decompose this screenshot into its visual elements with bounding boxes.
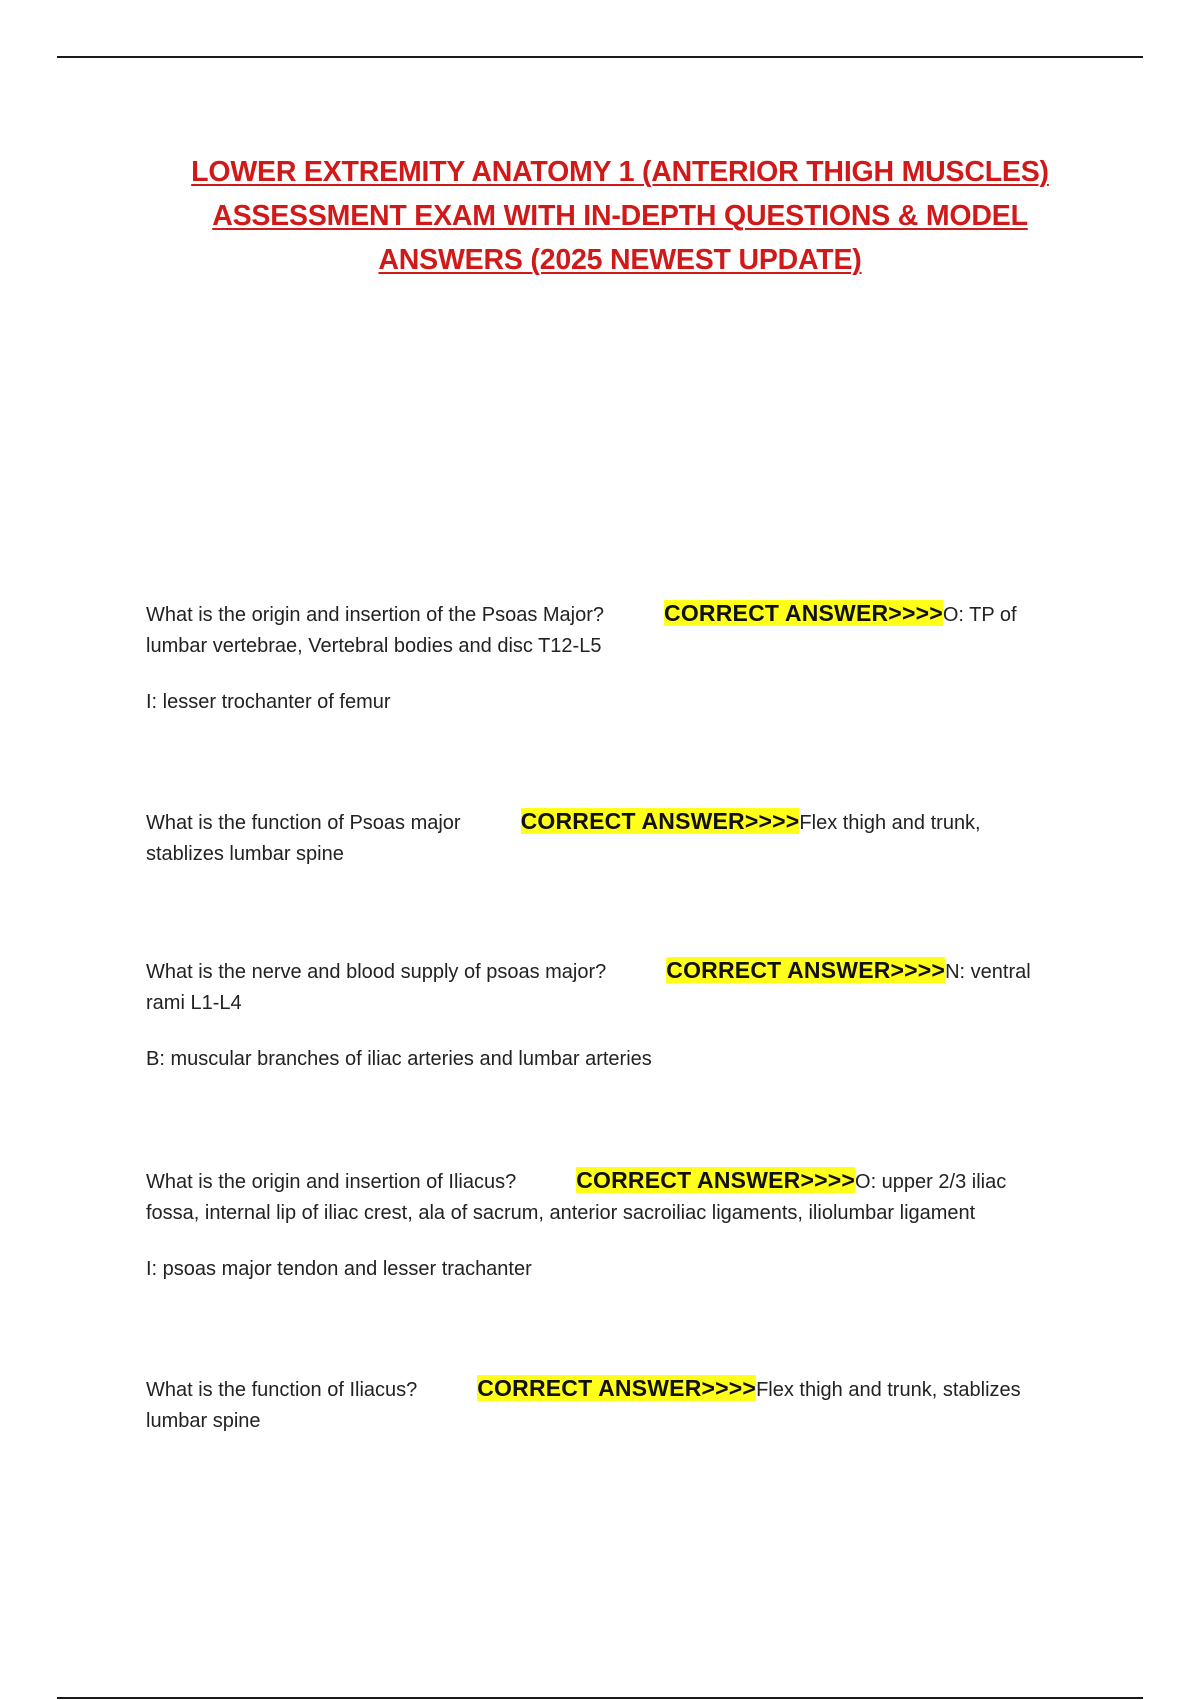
answer-extra: I: lesser trochanter of femur xyxy=(146,691,391,713)
qa-item-psoas-origin-insertion xyxy=(146,598,1106,718)
qa-item-psoas-nerve-blood xyxy=(146,955,1106,1075)
qa-first-line xyxy=(146,1165,1106,1198)
correct-answer-label: CORRECT ANSWER>>>> xyxy=(477,1375,757,1401)
question-text: What is the function of Iliacus? xyxy=(146,1379,418,1401)
correct-answer-label: CORRECT ANSWER>>>> xyxy=(520,808,800,834)
answer-continuation: lumbar vertebrae, Vertebral bodies and disc T12-L5 xyxy=(146,635,602,657)
qa-item-iliacus-origin-insertion xyxy=(146,1165,1106,1285)
qa-item-iliacus-function xyxy=(146,1373,1106,1437)
answer-extra: B: muscular branches of iliac arteries and lumbar arteries xyxy=(146,1048,652,1070)
qa-first-line xyxy=(146,806,1106,839)
answer-text: Flex thigh and trunk, xyxy=(799,812,981,834)
answer-text: O: upper 2/3 iliac xyxy=(855,1171,1007,1193)
qa-first-line xyxy=(146,955,1106,988)
answer-extra: I: psoas major tendon and lesser trachanter xyxy=(146,1258,532,1280)
title-line: ANSWERS (2025 NEWEST UPDATE) xyxy=(378,244,862,276)
qa-item-psoas-function xyxy=(146,806,1106,870)
answer-text: N: ventral xyxy=(945,961,1031,983)
question-text: What is the origin and insertion of Iliacus? xyxy=(146,1171,517,1193)
correct-answer-label: CORRECT ANSWER>>>> xyxy=(576,1167,856,1193)
question-text: What is the function of Psoas major xyxy=(146,812,461,834)
answer-continuation: rami L1-L4 xyxy=(146,992,242,1014)
question-text: What is the nerve and blood supply of psoas major? xyxy=(146,961,607,983)
correct-answer-label: CORRECT ANSWER>>>> xyxy=(664,600,943,626)
answer-text: O: TP of xyxy=(942,604,1017,626)
qa-first-line xyxy=(146,598,1106,631)
answer-continuation: fossa, internal lip of iliac crest, ala of sacrum, anterior sacroiliac ligaments, iliolumbar ligament xyxy=(146,1202,976,1224)
title-line: LOWER EXTREMITY ANATOMY 1 (ANTERIOR THIGH MUSCLES) xyxy=(191,156,1049,188)
title-line: ASSESSMENT EXAM WITH IN-DEPTH QUESTIONS & MODEL xyxy=(212,200,1028,232)
answer-text: Flex thigh and trunk, stablizes xyxy=(756,1379,1021,1401)
document-title xyxy=(80,150,1160,282)
correct-answer-label: CORRECT ANSWER>>>> xyxy=(666,957,946,983)
qa-first-line xyxy=(146,1373,1106,1406)
answer-continuation: lumbar spine xyxy=(146,1410,261,1432)
answer-continuation: stablizes lumbar spine xyxy=(146,843,344,865)
top-rule xyxy=(57,56,1143,58)
bottom-rule xyxy=(57,1697,1143,1699)
question-text: What is the origin and insertion of the Psoas Major? xyxy=(146,604,605,626)
